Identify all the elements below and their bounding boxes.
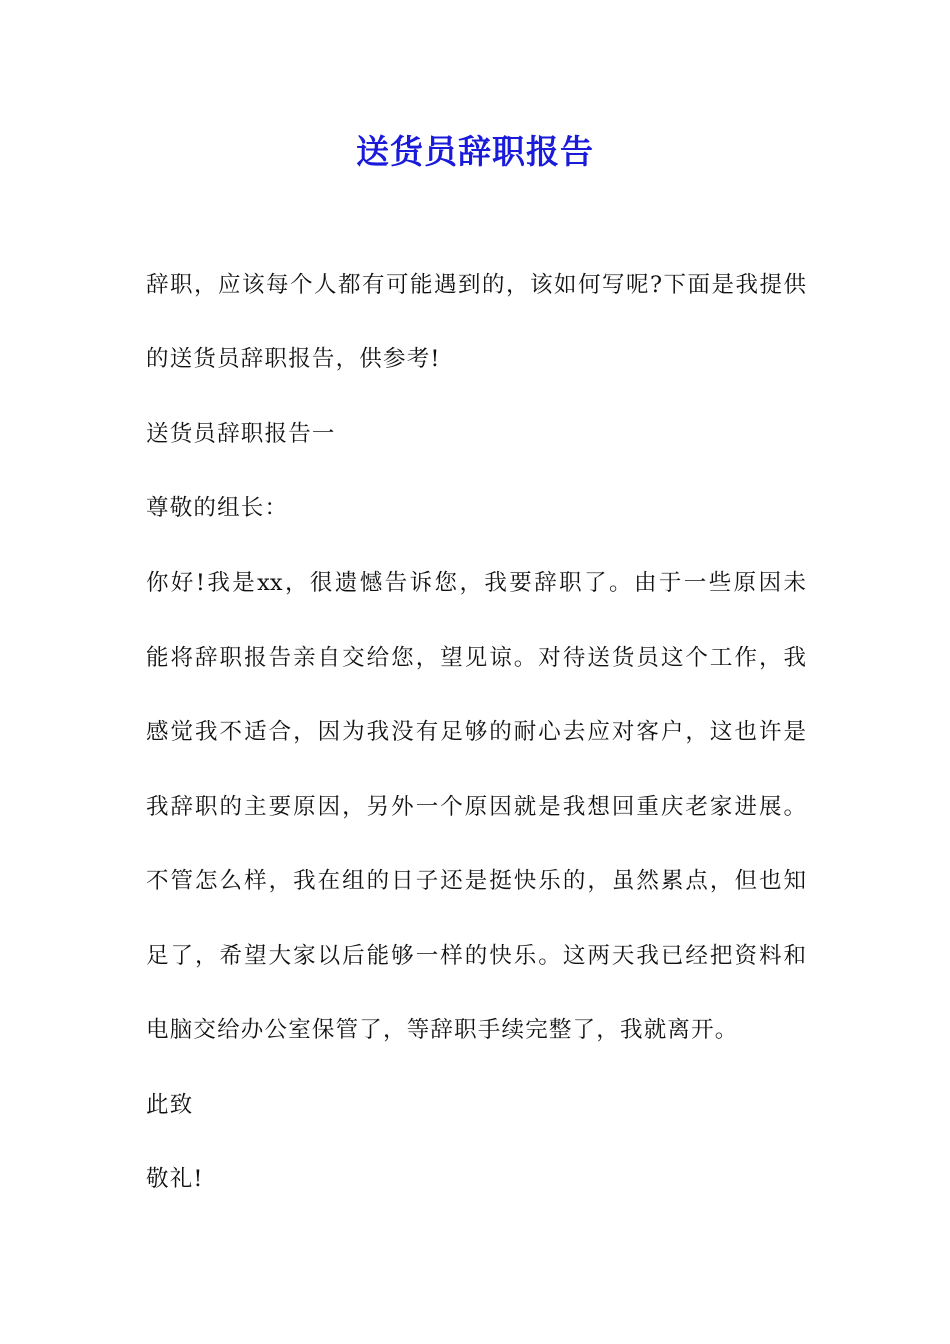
closing-line-2: 敬礼! [146, 1166, 204, 1192]
intro-line-1: 辞职，应该每个人都有可能遇到的，该如何写呢?下面是我提供 [146, 272, 806, 298]
section-heading: 送货员辞职报告一 [146, 421, 336, 447]
body-line-1: 你好!我是xx，很遗憾告诉您，我要辞职了。由于一些原因未 [146, 570, 806, 596]
body-line-4: 我辞职的主要原因，另外一个原因就是我想回重庆老家进展。 [146, 794, 806, 820]
body-line-6: 足了，希望大家以后能够一样的快乐。这两天我已经把资料和 [146, 943, 806, 969]
body-line-3: 感觉我不适合，因为我没有足够的耐心去应对客户，这也许是 [146, 719, 806, 745]
closing-line-1: 此致 [146, 1092, 194, 1118]
body-line-7: 电脑交给办公室保管了，等辞职手续完整了，我就离开。 [146, 1017, 739, 1043]
salutation: 尊敬的组长： [146, 495, 289, 521]
document-title: 送货员辞职报告 [356, 132, 594, 171]
body-line-5: 不管怎么样，我在组的日子还是挺快乐的，虽然累点，但也知 [146, 868, 806, 894]
body-line-2: 能将辞职报告亲自交给您，望见谅。对待送货员这个工作，我 [146, 645, 806, 671]
intro-line-2: 的送货员辞职报告，供参考! [146, 346, 441, 372]
